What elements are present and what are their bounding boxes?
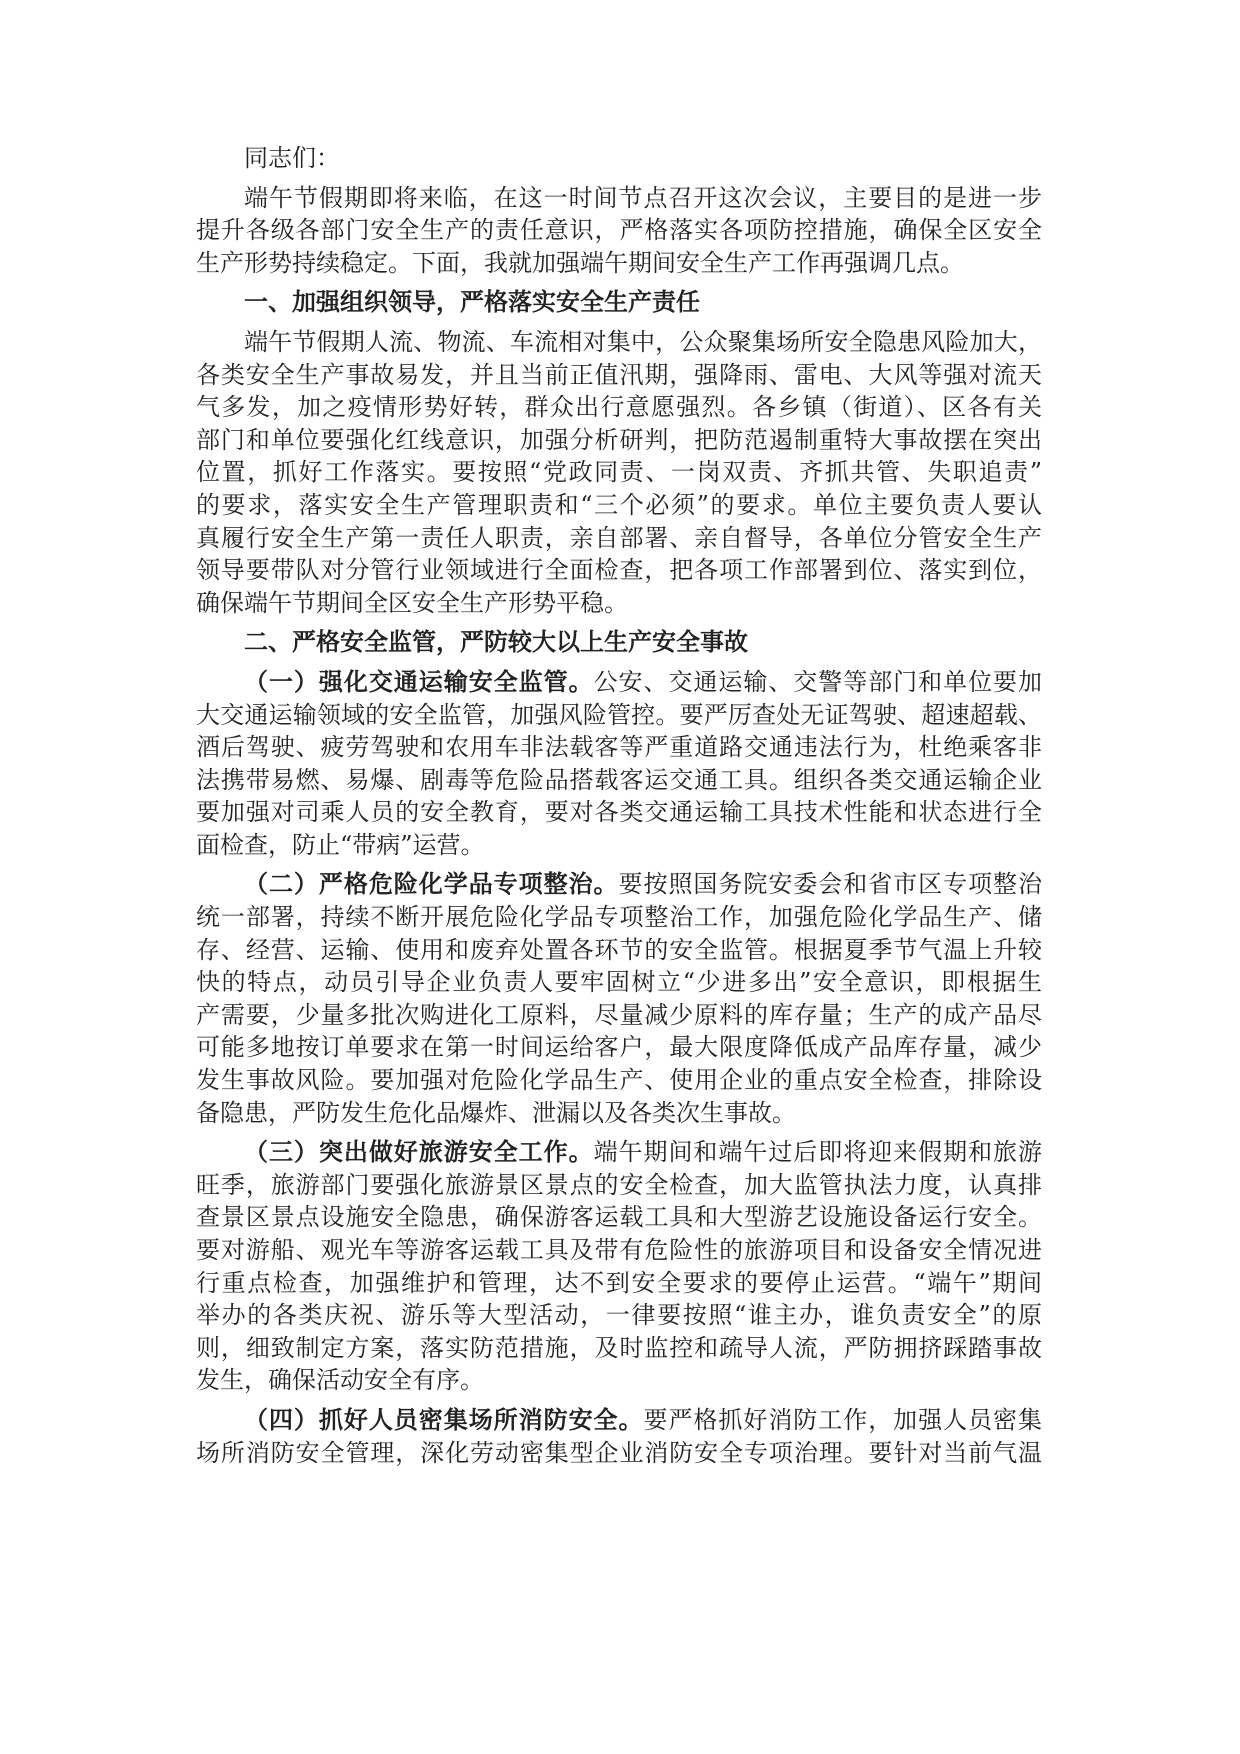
text-line: [196, 286, 1042, 319]
line-text: 端午节假期人流、物流、车流相对集中，公众聚集场所安全隐患风险加大，: [244, 327, 1042, 356]
section-heading: [196, 626, 1042, 659]
line-text: 要严格抓好消防工作，加强人员密集: [643, 1405, 1042, 1434]
text-line: [196, 522, 1042, 555]
text-line: [196, 1201, 1042, 1234]
text-line: [196, 934, 1042, 967]
line-text: 确保端午节期间全区安全生产形势平稳。: [196, 588, 628, 617]
line-text: 公安、交通运输、交警等部门和单位要加: [593, 667, 1043, 696]
line-text: 端午期间和端午过后即将迎来假期和旅游: [593, 1138, 1043, 1167]
line-text: 产需要，少量多批次购进化工原料，尽量减少原料的库存量；生产的成产品尽: [196, 1000, 1042, 1029]
text-line: [196, 1136, 1042, 1169]
line-text: 举办的各类庆祝、游乐等大型活动，一律要按照“谁主办，谁负责安全”的原: [196, 1301, 1042, 1330]
line-text: 发生事故风险。要加强对危险化学品生产、使用企业的重点安全检查，排除设: [196, 1066, 1042, 1095]
text-line: [196, 796, 1042, 829]
line-text: 统一部署，持续不断开展危险化学品专项整治工作，加强危险化学品生产、储: [196, 903, 1042, 932]
document-page: [196, 142, 1042, 1476]
line-text: 真履行安全生产第一责任人职责，亲自部署、亲自督导，各单位分管安全生产: [196, 523, 1042, 552]
text-line: [196, 391, 1042, 424]
line-text: 酒后驾驶、疲劳驾驶和农用车非法载客等严重道路交通违法行为，杜绝乘客非: [196, 733, 1042, 762]
line-text: 查景区景点设施安全隐患，确保游客运载工具和大型游艺设施设备运行安全。: [196, 1203, 1042, 1232]
text-line: [196, 587, 1042, 620]
body-paragraph: [196, 142, 1042, 175]
line-text: 备隐患，严防发生危化品爆炸、泄漏以及各类次生事故。: [196, 1098, 796, 1127]
line-text: 二、严格安全监管，严防较大以上生产安全事故: [244, 627, 748, 657]
text-line: [196, 868, 1042, 901]
text-line: [196, 1097, 1042, 1130]
text-line: [196, 1404, 1042, 1437]
subsection-title: （四）抓好人员密集场所消防安全。: [244, 1404, 644, 1434]
text-line: [196, 1169, 1042, 1202]
subsection-paragraph: [196, 1136, 1042, 1397]
line-text: 要按照国务院安委会和省市区专项整治: [618, 870, 1042, 899]
text-line: [196, 901, 1042, 934]
line-text: 的要求，落实安全生产管理职责和“三个必须”的要求。单位主要负责人要认: [196, 490, 1042, 519]
subsection-title: （三）突出做好旅游安全工作。: [244, 1137, 594, 1167]
text-line: [196, 1234, 1042, 1267]
text-line: [196, 1332, 1042, 1365]
line-text: 旺季，旅游部门要强化旅游景区景点的安全检查，加大监管执法力度，认真排: [196, 1170, 1042, 1199]
line-text: 法携带易燃、易爆、剧毒等危险品搭载客运交通工具。组织各类交通运输企业: [196, 765, 1042, 794]
text-line: [196, 247, 1042, 280]
text-line: [196, 1299, 1042, 1332]
text-line: [196, 626, 1042, 659]
line-text: 一、加强组织领导，严格落实安全生产责任: [244, 287, 700, 317]
line-text: 快的特点，动员引导企业负责人要牢固树立“少进多出”安全意识，即根据生: [196, 968, 1042, 997]
subsection-paragraph: [196, 666, 1042, 862]
line-text: 大交通运输领域的安全监管，加强风险管控。要严厉查处无证驾驶、超速超载、: [196, 700, 1042, 729]
text-line: [196, 1064, 1042, 1097]
line-text: 发生，确保活动安全有序。: [196, 1366, 484, 1395]
text-line: [196, 424, 1042, 457]
line-text: 则，细致制定方案，落实防范措施，及时监控和疏导人流，严防拥挤踩踏事故: [196, 1333, 1042, 1362]
text-line: [196, 829, 1042, 862]
line-text: 各类安全生产事故易发，并且当前正值汛期，强降雨、雷电、大风等强对流天: [196, 360, 1042, 389]
text-line: [196, 489, 1042, 522]
line-text: 气多发，加之疫情形势好转，群众出行意愿强烈。各乡镇（街道）、区各有关: [196, 393, 1042, 422]
line-text: 要加强对司乘人员的安全教育，要对各类交通运输工具技术性能和状态进行全: [196, 798, 1042, 827]
line-text: 生产形势持续稳定。下面，我就加强端午期间安全生产工作再强调几点。: [196, 248, 964, 277]
subsection-paragraph: [196, 868, 1042, 1129]
text-line: [196, 764, 1042, 797]
line-text: 要对游船、观光车等游客运载工具及带有危险性的旅游项目和设备安全情况进: [196, 1236, 1042, 1264]
text-line: [196, 214, 1042, 247]
line-text: 部门和单位要强化红线意识，加强分析研判，把防范遏制重特大事故摆在突出: [196, 425, 1042, 454]
subsection-title: （一）强化交通运输安全监管。: [244, 666, 594, 696]
line-text: 行重点检查，加强维护和管理，达不到安全要求的要停止运营。“端午”期间: [196, 1268, 1042, 1297]
subsection-title: （二）严格危险化学品专项整治。: [244, 869, 619, 899]
subsection-paragraph: [196, 1404, 1042, 1469]
line-text: 存、经营、运输、使用和废弃处置各环节的安全监管。根据夏季节气温上升较: [196, 935, 1042, 964]
text-line: [196, 699, 1042, 732]
line-text: 面检查，防止“带病”运营。: [196, 830, 485, 859]
text-line: [196, 359, 1042, 392]
line-text: 场所消防安全管理，深化劳动密集型企业消防安全专项治理。要针对当前气温: [196, 1438, 1042, 1467]
line-text: 同志们：: [244, 144, 340, 172]
section-heading: [196, 286, 1042, 319]
text-line: [196, 966, 1042, 999]
text-line: [196, 456, 1042, 489]
body-paragraph: [196, 326, 1042, 619]
text-line: [196, 666, 1042, 699]
line-text: 端午节假期即将来临，在这一时间节点召开这次会议，主要目的是进一步: [244, 183, 1042, 212]
text-line: [196, 731, 1042, 764]
body-paragraph: [196, 182, 1042, 280]
text-line: [196, 326, 1042, 359]
line-text: 领导要带队对分管行业领域进行全面检查，把各项工作部署到位、落实到位，: [196, 556, 1042, 585]
text-line: [196, 142, 1042, 175]
text-line: [196, 1364, 1042, 1397]
text-line: [196, 182, 1042, 215]
line-text: 提升各级各部门安全生产的责任意识，严格落实各项防控措施，确保全区安全: [196, 216, 1042, 245]
text-line: [196, 1031, 1042, 1064]
text-line: [196, 999, 1042, 1032]
line-text: 位置，抓好工作落实。要按照“党政同责、一岗双责、齐抓共管、失职追责”: [196, 458, 1042, 487]
text-line: [196, 554, 1042, 587]
line-text: 可能多地按订单要求在第一时间运给客户，最大限度降低成产品库存量，减少: [196, 1033, 1042, 1062]
text-line: [196, 1267, 1042, 1300]
text-line: [196, 1437, 1042, 1470]
